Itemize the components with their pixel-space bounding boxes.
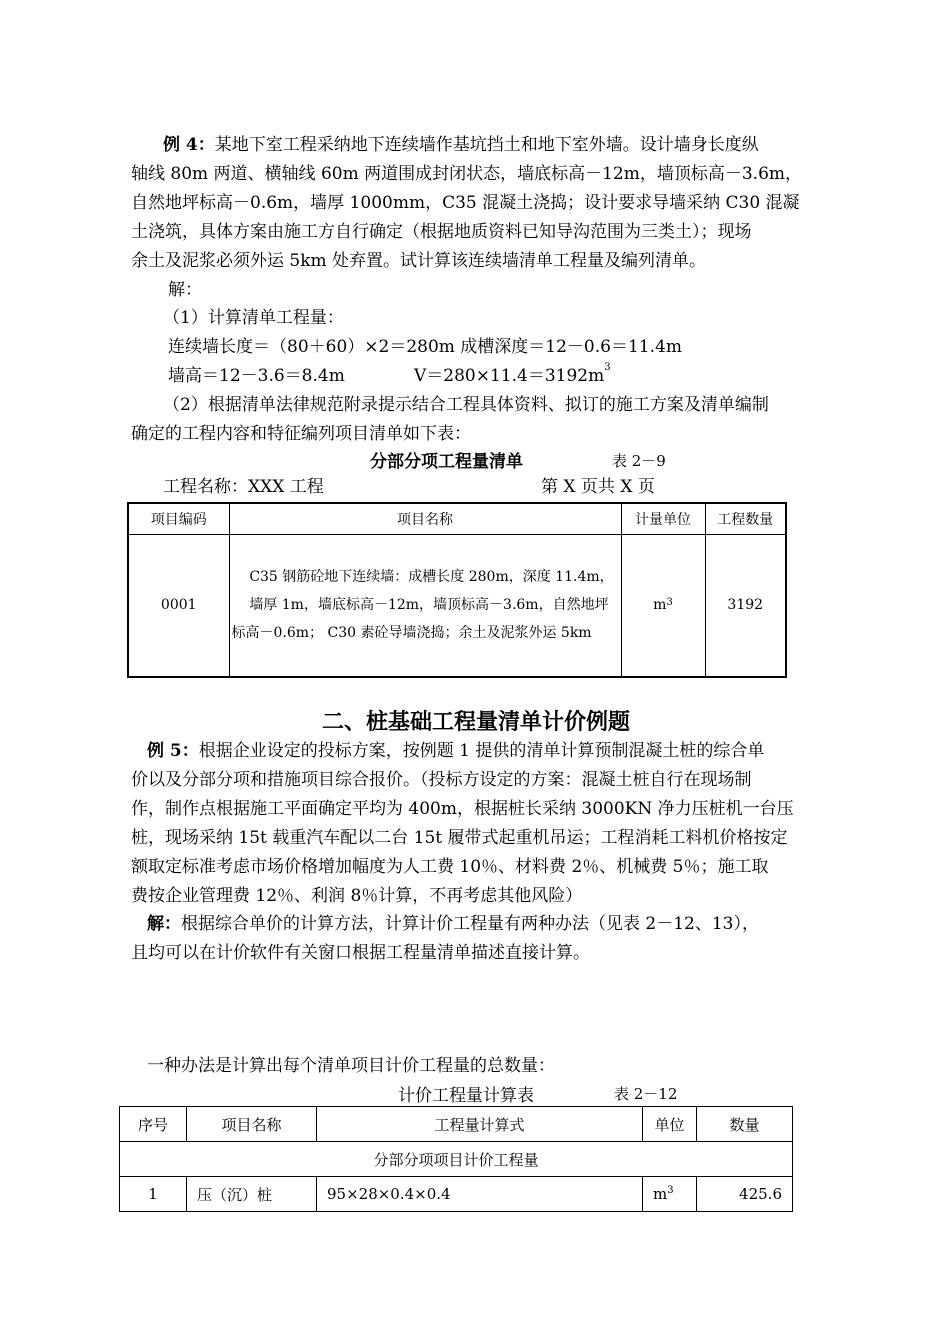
example5-line1: 例 5：根据企业设定的投标方案，按例题 1 提供的清单计算预制混凝土桩的综合单 bbox=[147, 741, 765, 761]
table1-project-name: 工程名称：XXX 工程 bbox=[163, 477, 324, 497]
example5-line3: 作，制作点根据施工平面确定平均为 400m，根据桩长采纳 3000KN 净力压桩机一台压 bbox=[131, 799, 794, 819]
example4-line4: 土浇筑，具体方案由施工方自行确定（根据地质资料已知导沟范围为三类土）；现场 bbox=[131, 222, 752, 242]
table1-header-unit: 计量单位 bbox=[621, 503, 705, 535]
table1-title: 分部分项工程量清单 bbox=[370, 452, 523, 472]
table1-header-row bbox=[128, 503, 786, 535]
table1-header-quantity: 工程数量 bbox=[705, 503, 786, 535]
method-one: 一种办法是计算出每个清单项目计价工程量的总数量： bbox=[147, 1056, 555, 1076]
section2-heading: 二、桩基础工程量清单计价例题 bbox=[322, 710, 631, 735]
table2-header-row bbox=[120, 1107, 793, 1142]
table2-cell-unit: $m^3$ bbox=[643, 1177, 697, 1212]
example4-line2: 轴线 80m 两道、横轴线 60m 两道围成封闭状态，墙底标高－12m，墙顶标高－3.6m， bbox=[131, 164, 803, 184]
table-row bbox=[120, 1142, 793, 1177]
example5-solution-line1: 解：根据综合单价的计算方法，计算计价工程量有两种办法（见表 2－12、13）， bbox=[147, 914, 759, 934]
table2-cell-formula: 95×28×0.4×0.4 bbox=[317, 1177, 643, 1212]
table1-cell-unit: $m^3$ bbox=[621, 535, 705, 677]
pricing-quantity-table bbox=[119, 1106, 793, 1212]
table2-cell-name: 压（沉）桩 bbox=[187, 1177, 317, 1212]
table2-section-row: 分部分项项目计价工程量 bbox=[120, 1142, 793, 1177]
example5-solution-label: 解： bbox=[147, 914, 181, 934]
table1-cell-quantity: 3192 bbox=[705, 535, 786, 677]
example5-line5: 额取定标准考虑市场价格增加幅度为人工费 10％、材料费 2％、机械费 5％；施工取 bbox=[131, 857, 769, 877]
table2-header-name: 项目名称 bbox=[187, 1107, 317, 1142]
step2-line2: 确定的工程内容和特征编列项目清单如下表： bbox=[131, 424, 471, 444]
calc-line2b: $V=280\times 11.4=3192m^3$ bbox=[414, 362, 611, 386]
example4-line1: 例 4：某地下室工程采纳地下连续墙作基坑挡土和地下室外墙。设计墙身长度纵 bbox=[163, 135, 759, 155]
table2-title: 计价工程量计算表 bbox=[398, 1086, 534, 1106]
table2-header-unit: 单位 bbox=[643, 1107, 697, 1142]
table1-number: 表 2－9 bbox=[612, 452, 666, 470]
example4-label: 例 4： bbox=[163, 135, 215, 155]
example5-line4: 桩，现场采纳 15t 载重汽车配以二台 15t 履带式起重机吊运；工程消耗工料机价格按定 bbox=[131, 828, 788, 848]
table1-header-code: 项目编码 bbox=[128, 503, 229, 535]
example5-solution-line2: 且均可以在计价软件有关窗口根据工程量清单描述直接计算。 bbox=[131, 943, 590, 963]
table-row bbox=[120, 1177, 793, 1212]
example5-line6: 费按企业管理费 12％、利润 8％计算，不再考虑其他风险） bbox=[131, 886, 583, 906]
table2-header-quantity: 数量 bbox=[697, 1107, 793, 1142]
table1-cell-code: 0001 bbox=[128, 535, 229, 677]
calc-line2a: 墙高＝12－3.6＝8.4m bbox=[168, 366, 345, 386]
calc-line1: 连续墙长度＝（80＋60）×2＝280m 成槽深度＝12－0.6＝11.4m bbox=[168, 337, 682, 357]
table2-header-no: 序号 bbox=[120, 1107, 187, 1142]
table2-cell-quantity: 425.6 bbox=[697, 1177, 793, 1212]
table2-cell-no: 1 bbox=[120, 1177, 187, 1212]
table2-header-formula: 工程量计算式 bbox=[317, 1107, 643, 1142]
table2-number: 表 2－12 bbox=[614, 1085, 678, 1103]
step1: （1）计算清单工程量： bbox=[163, 308, 344, 328]
table1-header-name: 项目名称 bbox=[229, 503, 621, 535]
solution-label: 解： bbox=[168, 280, 202, 300]
example4-line5: 余土及泥浆必须外运 5km 处弃置。试计算该连续墙清单工程量及编列清单。 bbox=[131, 251, 707, 271]
example4-line3: 自然地坪标高－0.6m，墙厚 1000mm，C35 混凝土浇捣；设计要求导墙采纳 C30 混凝 bbox=[131, 193, 800, 213]
example5-label: 例 5： bbox=[147, 741, 199, 761]
table1-page: 第 X 页共 X 页 bbox=[541, 477, 655, 497]
table-row bbox=[128, 535, 786, 677]
bill-of-quantities-table bbox=[127, 502, 787, 678]
step2-line1: （2）根据清单法律规范附录提示结合工程具体资料、拟订的施工方案及清单编制 bbox=[163, 395, 769, 415]
example5-line2: 价以及分部分项和措施项目综合报价。（投标方设定的方案：混凝土桩自行在现场制 bbox=[131, 770, 752, 790]
table1-cell-name: C35 钢筋砼地下连续墙：成槽长度 280m，深度 11.4m， 墙厚 1m，墙底标高－12m，墙顶标高－3.6m，自然地坪标高－0.6m； C30 素砼导墙浇捣；余土及泥浆外运 5km bbox=[229, 535, 621, 677]
